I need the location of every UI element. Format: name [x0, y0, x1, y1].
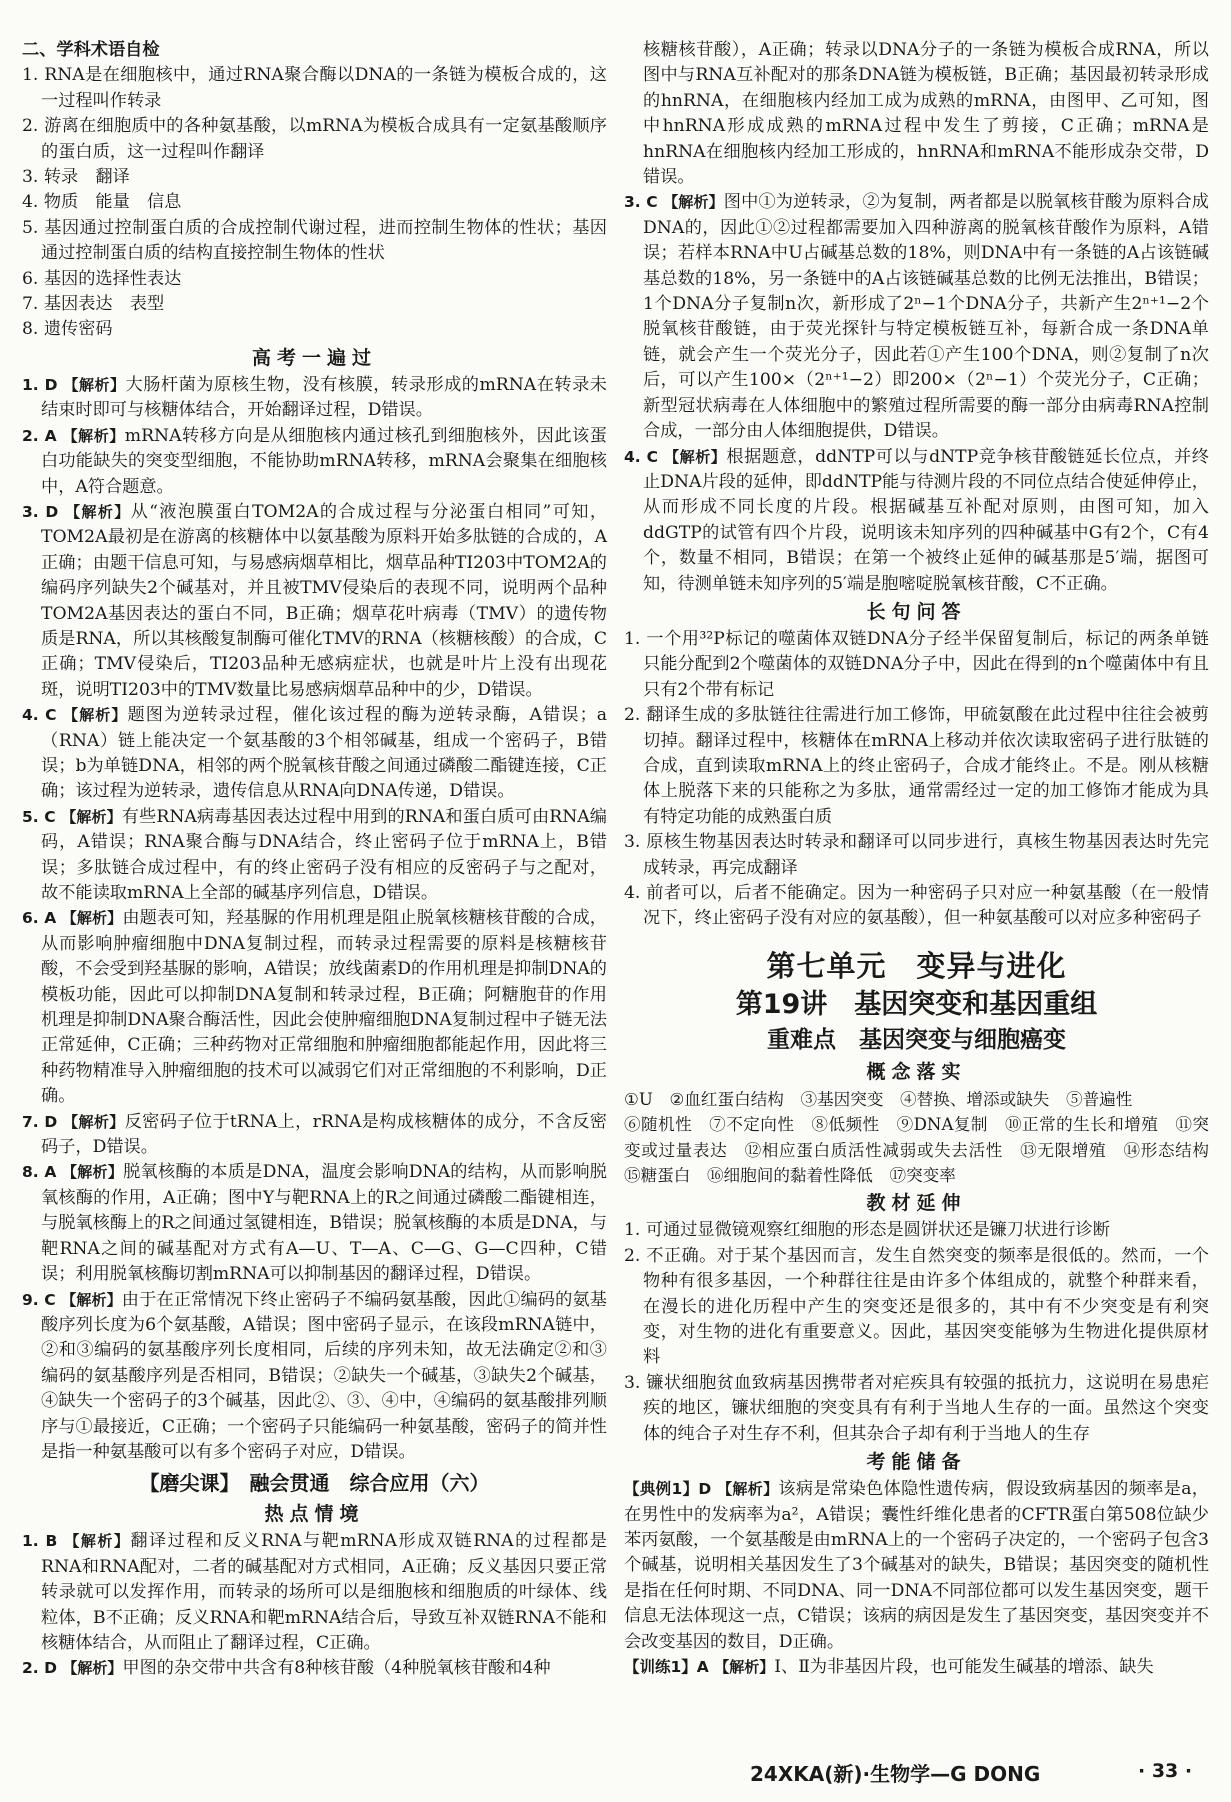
answer-item: 7. D 【解析】反密码子位于tRNA上，rRNA是构成核糖体的成分，不含反密码子，D错误。: [22, 1111, 607, 1158]
answer-item: 8. A 【解析】脱氧核酶的本质是DNA，温度会影响DNA的结构，从而影响脱氧核酶的作用，A正确；图中Y与靶RNA上的R之间通过磷酸二酯键相连，与脱氧核酶上的R之间通过氢键相连，B错误；脱氧核酶的本质是DNA，与靶RNA之间的碱基配对方式有A—U、T—A、C—G、G—C四种，C错误；利用脱氧核酶切割mRNA可以抑制基因的翻译过程，D错误。: [22, 1162, 607, 1285]
left-column: [22, 38, 607, 1682]
extension-list: [624, 1218, 1209, 1447]
term-item: 8. 遗传密码: [22, 319, 113, 340]
course-banner: 【磨尖课】 融会贯通 综合应用（六）: [139, 1471, 490, 1496]
concept-list: [624, 1087, 1226, 1189]
concept-line: ①U ②血红蛋白结构 ③基因突变 ④替换、增添或缺失 ⑤普遍性: [624, 1089, 1133, 1109]
extension-item: 1. 可通过显微镜观察红细胞的形态是圆饼状还是镰刀状进行诊断: [624, 1220, 1110, 1241]
term-item: 7. 基因表达 表型: [22, 294, 165, 315]
page-number: · 33 ·: [1138, 1760, 1193, 1782]
answer-item: 4. C 【解析】根据题意，ddNTP可以与dNTP竞争核苷酸链延长位点，并终止DNA片段的延伸，即ddNTP能与待测片段的不同位点结合使延伸停止，从而形成不同长度的片段。根据碱基互补配对原则，由图可知，加入ddGTP的试管有四个片段，说明该未知序列的四种碱基中G有2个，C有4个，数量不相同，B错误；在第一个被终止延伸的碱基那是5′端，据图可知，待测单链未知序列的5′端是胞嘧啶脱氧核苷酸，C不正确。: [624, 446, 1209, 594]
terms-list: [22, 63, 607, 342]
concept-line: ⑥随机性 ⑦不定向性 ⑧低频性 ⑨DNA复制 ⑩正常的生长和增殖 ⑪突变或过量表达 ⑫相应蛋白质活性减弱或失去活性 ⑬无限增殖 ⑭形态结构 ⑮糖蛋白 ⑯细胞间的黏着性降低 ⑰突变率: [624, 1115, 1226, 1186]
qa-item: 3. 原核生物基因表达时转录和翻译可以同步进行，真核生物基因表达时先完成转录，再完成翻译: [624, 832, 1209, 878]
skill-item: 【典例1】D 【解析】该病是常染色体隐性遗传病，假设致病基因的频率是a，在男性中的发病率为a²，A错误；囊性纤维化患者的CFTR蛋白第508位缺少苯丙氨酸，一个氨基酸是由mRNA上的一个密码子决定的，一个密码子包含3个碱基，说明相关基因发生了3个碱基对的缺失，B错误；基因突变的随机性是指在任何时期、不同DNA、同一DNA不同部位都可以发生基因突变，题干信息无法体现这一点，C错误；该病的病因是发生了基因突变，基因突变并不会改变基因的数目，D正确。: [624, 1479, 1209, 1652]
gaokao-answers: [22, 373, 607, 1465]
continued-text: 核糖核苷酸），A正确；转录以DNA分子的一条链为模板合成RNA，所以图中与RNA互补配对的那条DNA链为模板链，B正确；基因最初转录形成的hnRNA，在细胞核内经加工成为成熟的mRNA，由图甲、乙可知，图中hnRNA形成成熟的mRNA过程中发生了剪接，C正确；mRNA是hnRNA在细胞核内经加工形成的，hnRNA和mRNA不能形成杂交带，D错误。: [643, 40, 1209, 188]
answer-item: 2. D 【解析】甲图的杂交带中共含有8种核苷酸（4种脱氧核苷酸和4种: [22, 1658, 551, 1679]
answer-item: 2. A 【解析】mRNA转移方向是从细胞核内通过核孔到细胞核外，因此该蛋白功能缺失的突变型细胞，不能协助mRNA转移，mRNA会聚集在细胞核中，A符合题意。: [22, 425, 607, 497]
unit-title: 第七单元 变异与进化: [766, 948, 1067, 983]
answer-item: 3. D 【解析】从“液泡膜蛋白TOM2A的合成过程与分泌蛋白相同”可知，TOM2A最初是在游离的核糖体中以氨基酸为原料开始多肽链的合成的，A正确；由题干信息可知，与易感病烟草相比，烟草品种TI203中TOM2A的编码序列缺失2个碱基对，并且被TMV侵染后的表现不同，说明两个品种TOM2A基因表达的蛋白不同，B正确；烟草花叶病毒（TMV）的遗传物质是RNA，所以其核酸复制酶可催化TMV的RNA（核糖核酸）的合成，C正确；TMV侵染后，TI203品种无感病症状，也就是叶片上没有出现花斑，说明TI203中的TMV数量比易感病烟草品种中的少，D错误。: [22, 501, 608, 700]
answer-item: 1. B 【解析】翻译过程和反义RNA与靶mRNA形成双链RNA的过程都是RNA和RNA配对，二者的碱基配对方式相同，A正确；反义基因只要正常转录就可以发挥作用，而转录的场所可以是细胞核和细胞质的叶绿体、线粒体，B不正确；反义RNA和靶mRNA结合后，导致互补双链RNA不能和核糖体结合，从而阻止了翻译过程，C正确。: [22, 1531, 607, 1653]
focus-title: 重难点 基因突变与细胞癌变: [767, 1026, 1066, 1053]
qa-item: 1. 一个用³²P标记的噬菌体双链DNA分子经半保留复制后，标记的两条单链只能分配到2个噬菌体的双链DNA分子中，因此在得到的n个噬菌体中有且只有2个带有标记: [624, 628, 1209, 700]
term-item: 6. 基因的选择性表达: [22, 268, 182, 289]
qa-item: 2. 翻译生成的多肽链往往需进行加工修饰，甲硫氨酸在此过程中往往会被剪切掉。翻译过程中，核糖体在mRNA上移动并依次读取密码子进行肽链的合成，直到读取mRNA上的终止密码子，合成才能终止。不是。刚从核糖体上脱落下来的只能称之为多肽，通常需经过一定的加工修饰才能成为具有特定功能的成熟蛋白质: [624, 705, 1209, 827]
qa-item: 4. 前者可以，后者不能确定。因为一种密码子只对应一种氨基酸（在一般情况下，终止密码子没有对应的氨基酸），但一种氨基酸可以对应多种密码子: [624, 883, 1209, 929]
term-item: 2. 游离在细胞质中的各种氨基酸，以mRNA为模板合成具有一定氨基酸顺序的蛋白质，这一过程叫作翻译: [22, 116, 607, 162]
gaokao-section-title: 高考一遍过: [251, 346, 377, 369]
term-item: 3. 转录 翻译: [22, 167, 130, 188]
skill-item: 【训练1】A 【解析】Ⅰ、Ⅱ为非基因片段，也可能发生碱基的增添、缺失: [624, 1656, 1154, 1677]
answer-item: 6. A 【解析】由题表可知，羟基脲的作用机理是阻止脱氧核糖核苷酸的合成，从而影响肿瘤细胞中DNA复制过程，而转录过程需要的原料是核糖核苷酸，不会受到羟基脲的影响，A错误；放线菌素D的作用机理是抑制DNA的模板功能，因此可以抑制DNA复制和转录过程，B正确；阿糖胞苷的作用机理是抑制DNA聚合酶活性，因此会使肿瘤细胞DNA复制过程中子链无法正常延伸，C正确；三种药物对正常细胞和肿瘤细胞都能起作用，因此将三种药物精准导入肿瘤细胞的技术可以减弱它们对正常细胞的不利影响，D正确。: [22, 908, 607, 1107]
qa-section-title: 长句问答: [866, 600, 967, 623]
extension-section-title: 教材延伸: [866, 1192, 967, 1215]
hot-section-title: 热点情境: [264, 1503, 365, 1526]
footer-code: 24XKA(新)·生物学—G DONG: [750, 1762, 1041, 1786]
answer-item: 4. C 【解析】题图为逆转录过程，催化该过程的酶为逆转录酶，A错误；a（RNA）链上能决定一个氨基酸的3个相邻碱基，组成一个密码子，B错误；b为单链DNA，相邻的两个脱氧核苷酸之间通过磷酸二酯键连接，C正确；该过程为逆转录，遗传信息从RNA向DNA传递，D错误。: [22, 705, 607, 802]
term-item: 1. RNA是在细胞核中，通过RNA聚合酶以DNA的一条链为模板合成的，这一过程叫作转录: [22, 65, 607, 111]
lecture-title: 第19讲 基因突变和基因重组: [735, 988, 1098, 1020]
hot-answers-right: [624, 190, 1209, 597]
answer-item: 1. D 【解析】大肠杆菌为原核生物，没有核膜，转录形成的mRNA在转录未结束时即可与核糖体结合，开始翻译过程，D错误。: [22, 374, 607, 421]
right-column: [624, 38, 1226, 1680]
hot-answers-left: [22, 1529, 607, 1681]
answer-item: 9. C 【解析】由于在正常情况下终止密码子不编码氨基酸，因此①编码的氨基酸序列长度为6个氨基酸，A错误；图中密码子显示，在该段mRNA链中，②和③编码的氨基酸序列长度相同，后续的序列未知，故无法确定②和③编码的氨基酸序列是否相同，B错误；②缺失一个碱基，③缺失2个碱基，④缺失一个密码子的3个碱基，因此②、③、④中，④编码的氨基酸排列顺序与①最接近，C正确；一个密码子只能编码一种氨基酸，密码子的简并性是指一种氨基酸可以有多个密码子对应，D错误。: [22, 1289, 607, 1462]
skill-list: [624, 1477, 1209, 1680]
answer-item: 3. C 【解析】图中①为逆转录，②为复制，两者都是以脱氧核苷酸为原料合成DNA的，因此①②过程都需要加入四种游离的脱氧核苷酸作为原料，A错误；若样本RNA中U占碱基总数的18%，则DNA中有一条链的A占该链碱基总数的18%，另一条链中的A占该链碱基总数的比例无法推出，B错误；1个DNA分子复制n次，新形成了2ⁿ−1个DNA分子，共新产生2ⁿ⁺¹−2个脱氧核苷酸链，由于荧光探针与特定模板链互补，每新合成一条DNA单链，就会产生一个荧光分子，因此若①产生100个DNA，则②复制了n次后，可以产生100×（2ⁿ⁺¹−2）即200×（2ⁿ−1）个荧光分子，C正确；新型冠状病毒在人体细胞中的繁殖过程所需要的酶一部分由病毒RNA控制合成，一部分由人体细胞提供，D错误。: [624, 192, 1209, 442]
extension-item: 3. 镰状细胞贫血致病基因携带者对疟疾具有较强的抵抗力，这说明在易患疟疾的地区，镰状细胞的突变具有有利于当地人生存的一面。虽然这个突变体的纯合子对生存不利，但其杂合子却有利于当地人的生存: [624, 1372, 1209, 1444]
answer-item: 5. C 【解析】有些RNA病毒基因表达过程中用到的RNA和蛋白质可由RNA编码，A错误；RNA聚合酶与DNA结合，终止密码子位于mRNA上，B错误；多肽链合成过程中，有的终止密码子没有相应的反密码子与之配对，故不能读取mRNA上全部的碱基序列信息，D错误。: [22, 806, 607, 903]
extension-item: 2. 不正确。对于某个基因而言，发生自然突变的频率是很低的。然而，一个物种有很多基因，一个种群往往是由许多个体组成的，就整个种群来看，在漫长的进化历程中产生的突变还是很多的，其中有不少突变是有利突变，对生物的进化有重要意义。因此，基因突变能够为生物进化提供原材料: [624, 1245, 1209, 1368]
skill-section-title: 考能储备: [866, 1451, 967, 1474]
term-item: 5. 基因通过控制蛋白质的合成控制代谢过程，进而控制生物体的性状；基因通过控制蛋白质的结构直接控制生物体的性状: [22, 217, 607, 264]
qa-list: [624, 627, 1209, 932]
term-item: 4. 物质 能量 信息: [22, 192, 182, 213]
terms-title: 二、学科术语自检: [22, 40, 160, 60]
concept-section-title: 概念落实: [866, 1060, 967, 1083]
